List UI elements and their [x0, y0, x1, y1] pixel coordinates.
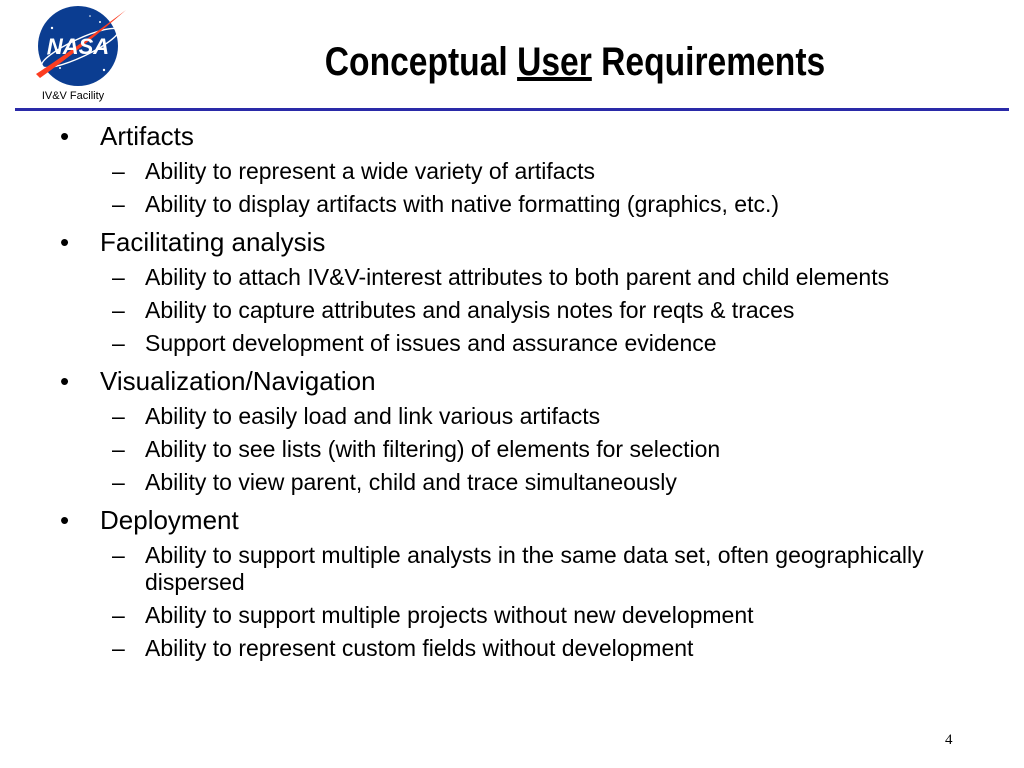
bullet-label: Visualization/Navigation	[100, 366, 376, 396]
page-number: 4	[945, 732, 953, 748]
bullet-deployment: • Deployment	[60, 505, 239, 535]
sub-bullet-text: Ability to see lists (with filtering) of elements for selection	[145, 436, 721, 462]
sub-bullet: – Ability to easily load and link various artifacts	[112, 403, 601, 429]
bullet-facilitating-analysis: • Facilitating analysis	[60, 227, 326, 257]
sub-bullet-text: Ability to support multiple projects without new development	[145, 602, 754, 628]
nasa-logo	[30, 4, 130, 88]
sub-bullet: – Ability to support multiple analysts in the same data set, often geographically dispersed	[112, 542, 924, 595]
facility-label: IV&V Facility	[41, 90, 105, 102]
sub-bullet: – Ability to represent custom fields without development	[112, 635, 694, 661]
sub-bullet-text: Ability to represent custom fields without development	[145, 635, 694, 661]
nasa-logo-text: NASA	[46, 34, 110, 59]
sub-bullet-text: Ability to easily load and link various artifacts	[145, 403, 601, 429]
sub-bullet-text: Ability to display artifacts with native formatting (graphics, etc.)	[145, 191, 780, 217]
sub-bullet-text: Ability to attach IV&V-interest attributes to both parent and child elements	[145, 264, 890, 290]
sub-bullet-text: Ability to view parent, child and trace simultaneously	[145, 469, 677, 495]
sub-bullet-text: Ability to represent a wide variety of artifacts	[145, 158, 595, 184]
sub-bullet: – Ability to support multiple projects without new development	[112, 602, 754, 628]
sub-bullet-text: Ability to capture attributes and analysis notes for reqts & traces	[145, 297, 795, 323]
sub-bullet: – Ability to represent a wide variety of artifacts	[112, 158, 595, 184]
sub-bullet: – Ability to display artifacts with native formatting (graphics, etc.)	[112, 191, 780, 217]
sub-bullet: – Ability to capture attributes and analysis notes for reqts & traces	[112, 297, 795, 323]
header-divider	[15, 108, 1009, 111]
sub-bullet: – Ability to see lists (with filtering) of elements for selection	[112, 436, 721, 462]
sub-bullet: – Support development of issues and assurance evidence	[112, 330, 717, 356]
title-part-1: Conceptual	[324, 40, 508, 84]
sub-bullet: – Ability to attach IV&V-interest attributes to both parent and child elements	[112, 264, 890, 290]
title-part-3: Requirements	[601, 40, 826, 84]
sub-bullet-text: Support development of issues and assurance evidence	[145, 330, 717, 356]
bullet-visualization-navigation: • Visualization/Navigation	[60, 366, 376, 396]
bullet-list	[40, 118, 1000, 668]
bullet-artifacts: • Artifacts	[60, 121, 194, 151]
sub-bullet: – Ability to view parent, child and trace simultaneously	[112, 469, 677, 495]
slide-title	[226, 38, 923, 86]
sub-bullet-text: Ability to support multiple analysts in the same data set, often geographically dispersed	[145, 542, 924, 595]
bullet-label: Artifacts	[100, 121, 194, 151]
bullet-label: Deployment	[100, 505, 239, 535]
bullet-label: Facilitating analysis	[100, 227, 326, 257]
title-underlined-word: User	[517, 40, 592, 84]
